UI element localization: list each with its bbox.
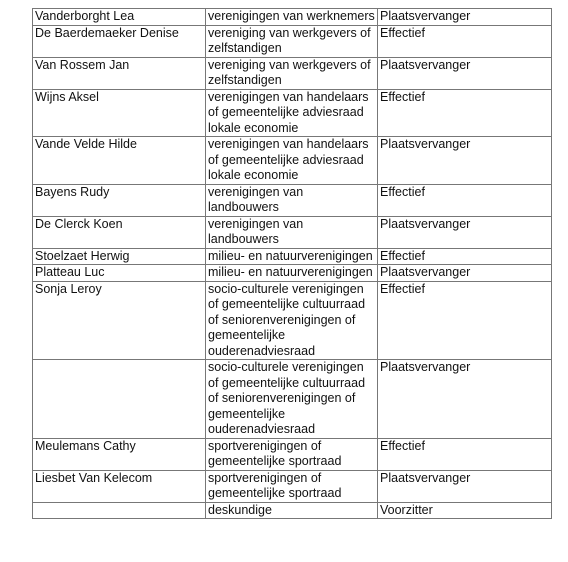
- membership-table-container: [32, 8, 552, 519]
- table-row: [33, 25, 552, 57]
- organisation-cell: verenigingen van werknemers: [206, 9, 378, 26]
- member-name-cell: Van Rossem Jan: [33, 57, 206, 89]
- member-name-cell: Meulemans Cathy: [33, 438, 206, 470]
- role-cell: Effectief: [378, 438, 552, 470]
- organisation-cell: socio-culturele verenigingen of gemeentelijke cultuurraad of seniorenverenigingen of gemeentelijke ouderenadviesraad: [206, 281, 378, 360]
- table-row: [33, 502, 552, 519]
- role-cell: Plaatsvervanger: [378, 9, 552, 26]
- role-cell: Effectief: [378, 184, 552, 216]
- organisation-cell: verenigingen van handelaars of gemeentelijke adviesraad lokale economie: [206, 89, 378, 137]
- role-cell: Plaatsvervanger: [378, 265, 552, 282]
- organisation-cell: deskundige: [206, 502, 378, 519]
- role-cell: Plaatsvervanger: [378, 137, 552, 185]
- role-cell: Plaatsvervanger: [378, 360, 552, 439]
- organisation-cell: vereniging van werkgevers of zelfstandigen: [206, 57, 378, 89]
- table-row: [33, 281, 552, 360]
- organisation-cell: vereniging van werkgevers of zelfstandigen: [206, 25, 378, 57]
- table-row: [33, 184, 552, 216]
- table-row: [33, 89, 552, 137]
- role-cell: Effectief: [378, 281, 552, 360]
- member-name-cell: Vande Velde Hilde: [33, 137, 206, 185]
- role-cell: Plaatsvervanger: [378, 470, 552, 502]
- role-cell: Plaatsvervanger: [378, 216, 552, 248]
- organisation-cell: milieu- en natuurverenigingen: [206, 265, 378, 282]
- organisation-cell: sportverenigingen of gemeentelijke sportraad: [206, 470, 378, 502]
- role-cell: Voorzitter: [378, 502, 552, 519]
- table-row: [33, 265, 552, 282]
- member-name-cell: De Baerdemaeker Denise: [33, 25, 206, 57]
- table-row: [33, 9, 552, 26]
- role-cell: Effectief: [378, 248, 552, 265]
- member-name-cell: De Clerck Koen: [33, 216, 206, 248]
- role-cell: Plaatsvervanger: [378, 57, 552, 89]
- member-name-cell: Liesbet Van Kelecom: [33, 470, 206, 502]
- member-name-cell: Stoelzaet Herwig: [33, 248, 206, 265]
- organisation-cell: sportverenigingen of gemeentelijke sportraad: [206, 438, 378, 470]
- organisation-cell: verenigingen van landbouwers: [206, 184, 378, 216]
- table-row: [33, 137, 552, 185]
- member-name-cell: [33, 502, 206, 519]
- role-cell: Effectief: [378, 89, 552, 137]
- table-row: [33, 57, 552, 89]
- organisation-cell: verenigingen van handelaars of gemeentelijke adviesraad lokale economie: [206, 137, 378, 185]
- organisation-cell: milieu- en natuurverenigingen: [206, 248, 378, 265]
- member-name-cell: Sonja Leroy: [33, 281, 206, 360]
- member-name-cell: Platteau Luc: [33, 265, 206, 282]
- organisation-cell: socio-culturele verenigingen of gemeentelijke cultuurraad of seniorenverenigingen of gemeentelijke ouderenadviesraad: [206, 360, 378, 439]
- table-row: [33, 248, 552, 265]
- organisation-cell: verenigingen van landbouwers: [206, 216, 378, 248]
- member-name-cell: Vanderborght Lea: [33, 9, 206, 26]
- member-name-cell: Bayens Rudy: [33, 184, 206, 216]
- table-row: [33, 438, 552, 470]
- member-name-cell: [33, 360, 206, 439]
- table-row: [33, 470, 552, 502]
- membership-table: [32, 8, 552, 519]
- member-name-cell: Wijns Aksel: [33, 89, 206, 137]
- table-row: [33, 360, 552, 439]
- table-row: [33, 216, 552, 248]
- role-cell: Effectief: [378, 25, 552, 57]
